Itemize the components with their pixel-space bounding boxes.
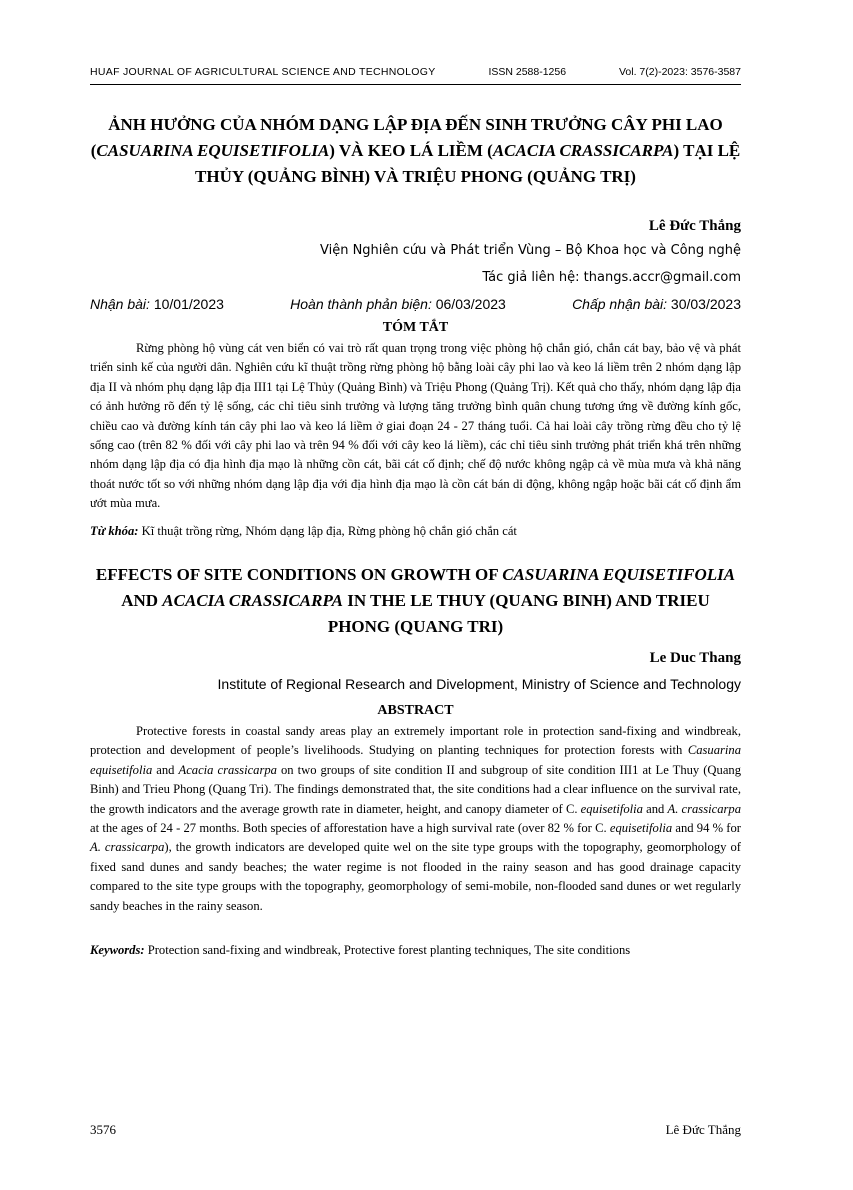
page-footer (90, 1122, 741, 1138)
review-completed: Hoàn thành phản biện: 06/03/2023 (290, 296, 506, 312)
abstract-heading-vn: TÓM TẮT (382, 320, 449, 335)
author-name-en: Le Duc Thang (649, 650, 741, 666)
received: Nhận bài: 10/01/2023 (90, 296, 224, 312)
accepted: Chấp nhận bài: 30/03/2023 (572, 296, 741, 312)
header-rule (90, 84, 741, 85)
submission-dates (90, 296, 741, 312)
title-vietnamese: ẢNH HƯỞNG CỦA NHÓM DẠNG LẬP ĐỊA ĐẾN SINH TRƯỞNG CÂY PHI LAO (CASUARINA EQUISETIFOLIA) VÀ KEO LÁ LIỀM (ACACIA CRASSICARPA) TẠI LỆ THỦY (QUẢNG BÌNH) VÀ TRIỆU PHONG (QUẢNG TRỊ) (90, 115, 741, 186)
keywords-en: Keywords: Protection sand-fixing and windbreak, Protective forest planting techniques, The site conditions (90, 943, 631, 957)
footer-author: Lê Đức Thắng (665, 1122, 741, 1137)
author-name-vn: Lê Đức Thắng (648, 218, 741, 234)
abstract-heading-en: ABSTRACT (377, 703, 454, 718)
affiliation-en: Institute of Regional Research and Divelopment, Ministry of Science and Technology (217, 676, 741, 692)
corresponding-email[interactable]: Tác giả liên hệ: thangs.accr@gmail.com (482, 270, 741, 285)
volume-pages: Vol. 7(2)-2023: 3576-3587 (618, 66, 741, 78)
journal-name: HUAF JOURNAL OF AGRICULTURAL SCIENCE AND TECHNOLOGY (90, 66, 436, 78)
abstract-vn: Rừng phòng hộ vùng cát ven biển có vai trò rất quan trọng trong việc phòng hộ chắn gió, chắn cát bay, bảo vệ và phát triển sinh kế của người dân. Nghiên cứu kĩ thuật trồng rừng phòng hộ bằng loài cây phi lao và keo lá liềm trên 2 nhóm dạng lập địa II và nhóm phụ dạng lập địa III1 tại Lệ Thủy (Quảng Bình) và Triệu Phong (Quảng Trị). Kết quả cho thấy, nhóm dạng lập địa có ảnh hưởng rõ đến tỷ lệ sống, các chỉ tiêu sinh trưởng và lượng tăng trưởng bình quân chung tương ứng về đường kính gốc, chiều cao và đường kính tán cây phi lao và keo lá liềm ở giai đoạn 24 - 27 tháng tuổi. Cả hai loài cây trồng rừng đều cho tỷ lệ sống cao (trên 82 % đối với cây phi lao và trên 94 % đối với cây keo lá liềm), các chỉ tiêu sinh trưởng phát triển khá trên những nhóm dạng lập địa có địa hình địa mạo là những cồn cát, bãi cát cố định; chế độ nước không ngập cả về mùa mưa và khả năng thoát nước tốt so với những nhóm dạng lập địa với địa hình địa mạo là cồn cát bán di động, không ngập hoặc bãi cát cố định ẩm ướt mùa mưa. (90, 341, 741, 511)
running-header (90, 66, 741, 78)
keywords-vn: Từ khóa: Kĩ thuật trồng rừng, Nhóm dạng lập địa, Rừng phòng hộ chắn gió chắn cát (90, 524, 517, 538)
title-english: EFFECTS OF SITE CONDITIONS ON GROWTH OF CASUARINA EQUISETIFOLIA AND ACACIA CRASSICARPA IN THE LE THUY (QUANG BINH) AND TRIEU PHONG (QUANG TRI) (95, 565, 736, 636)
affiliation-vn: Viện Nghiên cứu và Phát triển Vùng – Bộ Khoa học và Công nghệ (319, 243, 741, 258)
abstract-en: Protective forests in coastal sandy areas play an extremely important role in protection sand-fixing and windbreak, protection and development of people’s livelihoods. Studying on planting techniques for protection forests with Casuarina equisetifolia and Acacia crassicarpa on two groups of site condition II and subgroup of site condition III1 at Le Thuy (Quang Binh) and Trieu Phong (Quang Tri). The findings demonstrated that, the site conditions had a clear influence on the survival rate, the growth indicators and the average growth rate in diameter, height, and canopy diameter of C. equisetifolia and A. crassicarpa at the ages of 24 - 27 months. Both species of afforestation have a high survival rate (over 82 % for C. equisetifolia and 94 % for A. crassicarpa), the growth indicators are developed quite wel on the site type groups with the topography, geomorphology of fixed sand dunes and sandy beaches; the water regime is not flooded in the rainy season and has good drainage capacity compared to the site type groups with the topography, geomorphology of semi-mobile, non-flooded sand dunes or wet regularly sandy beaches in the rainy season. (90, 724, 742, 913)
issn: ISSN 2588-1256 (488, 66, 567, 78)
page-number: 3576 (90, 1122, 116, 1137)
